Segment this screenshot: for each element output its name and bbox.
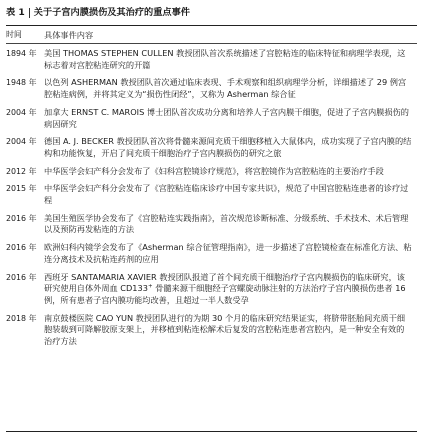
- table-row: [6, 48, 417, 71]
- table-row: [6, 213, 417, 236]
- row-event: 美国生殖医学协会发布了《宫腔粘连实践指南》，首次规范诊断标准、分级系统、手术技术、术后管理以及预防再发粘连的方法: [44, 212, 409, 235]
- row-year: 2004 年: [6, 137, 37, 147]
- row-event: 德国 A. J. BECKER 教授团队首次将骨髓来源间充质干细胞移植入大鼠体内，成功实现了子宫内膜的结构和功能恢复，开启了间充质干细胞治疗子宫内膜损伤的研究之旅: [44, 136, 412, 158]
- table-label: 表 1: [6, 7, 25, 18]
- table-row: [6, 107, 417, 130]
- row-event: 南京鼓楼医院 CAO YUN 教授团队进行的为期 30 个月的临床研究结果证实，将脐带胚胎间充质干细胞装载到可降解胶原支架上，并移植到粘连松解术后复发的宫腔粘连患者宫腔内，是一种安全有效的治疗方法: [44, 312, 406, 347]
- header-event: 具体事件内容: [44, 29, 94, 40]
- row-event: 美国 THOMAS STEPHEN CULLEN 教授团队首次系统描述了宫腔粘连的临床特征和病理学表现，这标志着对宫腔粘连研究的开篇: [44, 48, 406, 70]
- table-row: [6, 77, 417, 100]
- table-body: [6, 48, 417, 348]
- row-event-text-continued: 骨髓来源干细胞经子宫螺旋动脉注射的方法治疗子宫内膜损伤患者 16 例，所有患者子宫内膜功能均改善，且超过一半人数受孕: [44, 283, 406, 305]
- row-year: 2016 年: [6, 243, 37, 253]
- row-year: 2016 年: [6, 213, 37, 223]
- superscript-plus: +: [147, 283, 153, 290]
- table-row: [6, 183, 417, 206]
- table-header-row: [6, 26, 417, 43]
- table-row: [6, 313, 417, 348]
- table-row: [6, 136, 417, 159]
- row-year: 2004 年: [6, 107, 37, 117]
- row-year: 2015 年: [6, 184, 37, 194]
- row-event: 以色列 ASHERMAN 教授团队首次通过临床表现、手术观察和组织病理学分析，详细描述了 29 例宫腔粘连病例，并将其定义为“损伤性闭经”，又称为 Asherman 综合征: [44, 77, 407, 100]
- row-year: 2016 年: [6, 272, 37, 282]
- row-event: 加拿大 ERNST C. MAROIS 博士团队首次成功分离和培养人子宫内膜干细胞，促进了子宫内膜损伤的病因研究: [44, 106, 409, 129]
- table-title-text: 关于子宫内膜损伤及其治疗的重点事件: [33, 7, 190, 18]
- table-bottom-rule: [6, 431, 417, 432]
- row-year: 1948 年: [6, 78, 37, 88]
- row-year: 1894 年: [6, 49, 37, 58]
- table-row: [6, 166, 417, 178]
- table-header-rule: [6, 43, 417, 44]
- row-event: 欧洲妇科内镜学会发布了《Asherman 综合征管理指南》，进一步描述了宫腔镜检查在标准化方法、粘连分离技术及抗粘连药剂的应用: [44, 242, 412, 264]
- row-event: 中华医学会妇产科分会发布了《妇科宫腔镜诊疗规范》，将宫腔镜作为宫腔粘连的主要治疗手段: [44, 165, 384, 176]
- row-event-text: 西班牙 SANTAMARIA XAVIER 教授团队报道了首个间充质干细胞治疗子宫内膜损伤的临床研究，该研究使用自体外周血 CD133: [44, 271, 405, 294]
- table-row: [6, 272, 417, 307]
- title-separator: [29, 8, 30, 18]
- row-year: 2018 年: [6, 313, 37, 323]
- row-event: [44, 272, 412, 307]
- header-year: 时间: [6, 29, 22, 39]
- row-event: 中华医学会妇产科分会发布了《宫腔粘连临床诊疗中国专家共识》，规范了中国宫腔粘连患者的诊疗过程: [44, 183, 409, 206]
- table-title: [6, 6, 417, 20]
- table-row: [6, 242, 417, 265]
- row-year: 2012 年: [6, 166, 37, 176]
